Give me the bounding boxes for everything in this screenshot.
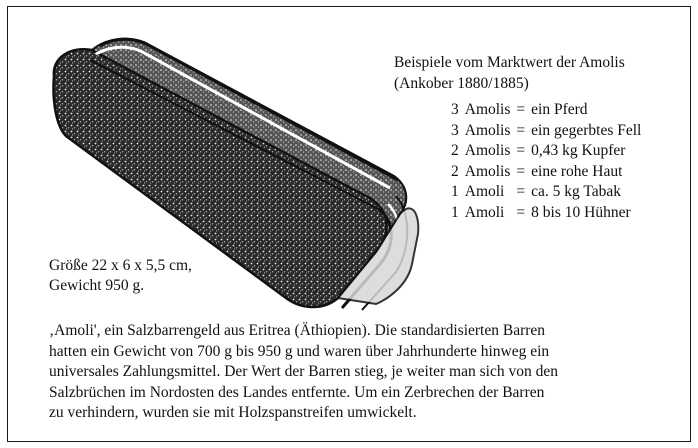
value-qty: 3 xyxy=(451,101,459,118)
value-qty: 3 xyxy=(451,121,459,139)
value-row xyxy=(451,162,641,183)
figure-caption xyxy=(49,321,649,424)
value-row xyxy=(451,141,641,162)
size-line: Größe 22 x 6 x 5,5 cm, xyxy=(49,257,192,274)
value-qty: 2 xyxy=(451,162,459,180)
caption-line: ‚Amoli', ein Salzbarrengeld aus Eritrea (Äthiopien). Die standardisierten Barren xyxy=(49,322,546,339)
caption-line: universales Zahlungsmittel. Der Wert der Barren stieg, je weiter man sich von den xyxy=(49,363,558,380)
value-equals: = xyxy=(516,142,526,159)
value-item: ein gegerbtes Fell xyxy=(531,121,642,139)
heading-source: (Ankober 1880/1885) xyxy=(394,75,529,92)
value-equals: = xyxy=(516,121,526,139)
value-equals: = xyxy=(516,101,526,118)
market-value-table xyxy=(451,100,641,223)
value-qty: 1 xyxy=(451,183,459,200)
value-item: 8 bis 10 Hühner xyxy=(531,203,631,221)
caption-line: Salzbrüchen im Nordosten des Landes entfernte. Um ein Zerbrechen der Barren xyxy=(49,383,545,401)
heading-title: Beispiele vom Marktwert der Amolis xyxy=(394,54,625,71)
value-item: eine rohe Haut xyxy=(531,162,623,180)
caption-line: hatten ein Gewicht von 700 g bis 950 g und waren über Jahrhunderte hinweg ein xyxy=(49,342,550,360)
value-unit: Amolis xyxy=(464,162,511,180)
value-qty: 1 xyxy=(451,203,459,221)
value-unit: Amolis xyxy=(464,121,511,139)
value-row xyxy=(451,100,641,121)
value-unit: Amoli xyxy=(464,203,505,221)
value-item: ein Pferd xyxy=(531,101,588,118)
size-weight-note xyxy=(49,256,192,296)
value-item: ca. 5 kg Tabak xyxy=(531,183,622,200)
value-equals: = xyxy=(516,162,526,180)
value-equals: = xyxy=(516,203,526,221)
value-unit: Amoli xyxy=(464,183,505,200)
value-row xyxy=(451,182,641,203)
value-row xyxy=(451,121,641,142)
value-unit: Amolis xyxy=(464,101,511,118)
value-unit: Amolis xyxy=(464,142,511,159)
market-value-heading xyxy=(394,52,625,94)
value-equals: = xyxy=(516,183,526,200)
value-row xyxy=(451,203,641,224)
value-item: 0,43 kg Kupfer xyxy=(531,142,626,159)
value-qty: 2 xyxy=(451,142,459,159)
weight-line: Gewicht 950 g. xyxy=(49,277,145,294)
caption-line: zu verhindern, wurden sie mit Holzspanstreifen umwickelt. xyxy=(49,404,417,421)
